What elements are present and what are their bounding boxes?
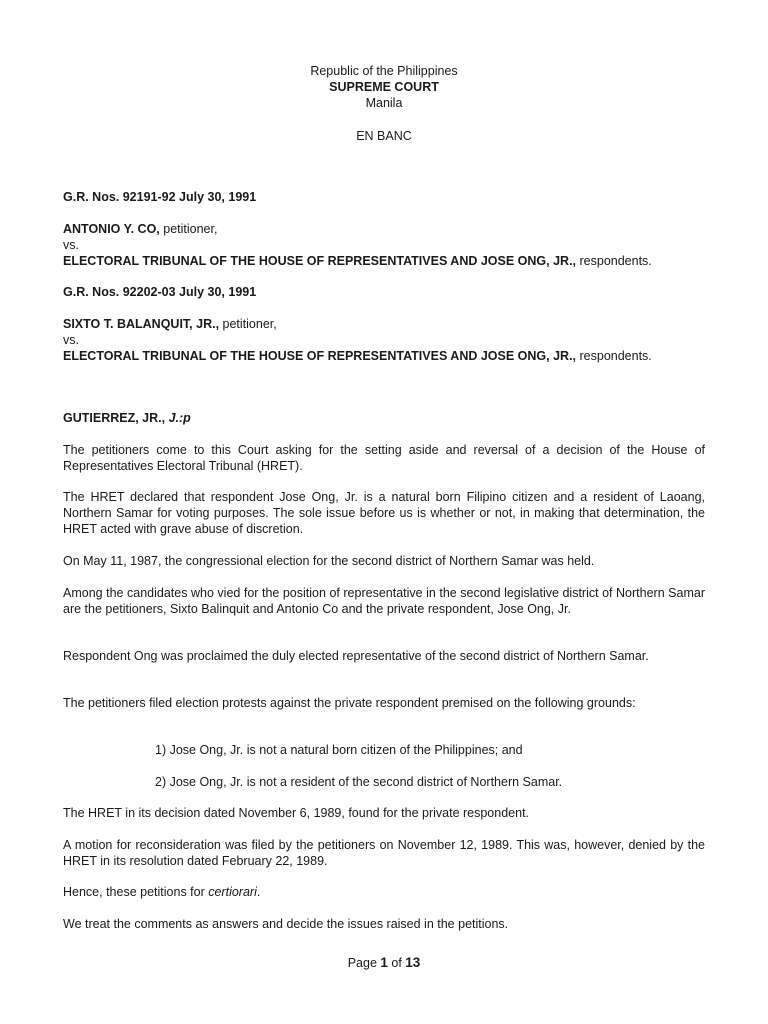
case1-petitioner-role: petitioner,: [159, 222, 218, 236]
page-total: 13: [405, 955, 421, 970]
paragraph-5: Respondent Ong was proclaimed the duly elected representative of the second district of Northern Samar.: [63, 649, 649, 663]
ponente: [63, 410, 705, 426]
paragraph-7: The HRET in its decision dated November 6, 1989, found for the private respondent.: [63, 806, 530, 820]
case2-respondent-role: respondents.: [576, 349, 652, 363]
case1-respondent-line: [63, 253, 705, 269]
division-line: [0, 128, 768, 144]
case1-respondent-name: ELECTORAL TRIBUNAL OF THE HOUSE OF REPRESENTATIVES AND JOSE ONG, JR.,: [63, 254, 577, 268]
ground-2: 2) Jose Ong, Jr. is not a resident of the second district of Northern Samar.: [155, 775, 563, 789]
case1-parties: [63, 221, 705, 269]
case2-respondent-line: [63, 348, 705, 364]
paragraph-2: The HRET declared that respondent Jose Ong, Jr. is a natural born Filipino citizen and a resident of Laoang, Northern Samar for voting purposes. The sole issue before us is whether or not, in making that determination, the HRET acted with grave abuse of discretion.: [63, 490, 705, 536]
court-header: [0, 63, 768, 111]
paragraph-4: Among the candidates who vied for the position of representative in the second legislative district of Northern Samar are the petitioners, Sixto Balinquit and Antonio Co and the private respondent, Jose Ong, Jr.: [63, 586, 705, 616]
case1-vs: vs.: [63, 238, 79, 252]
ponente-name: GUTIERREZ, JR.,: [63, 411, 166, 425]
case2-petitioner-line: [63, 316, 705, 332]
page-current: 1: [380, 955, 388, 970]
case1-gr-number: G.R. Nos. 92191-92 July 30, 1991: [63, 190, 257, 204]
city-line: Manila: [365, 96, 403, 110]
ponente-title: J.:p: [165, 411, 191, 425]
paragraph-9-end: .: [256, 885, 261, 899]
paragraph-9-italic: certiorari: [208, 885, 257, 899]
case2-gr-number: G.R. Nos. 92202-03 July 30, 1991: [63, 285, 257, 299]
of-word: of: [387, 956, 406, 970]
paragraph-8: A motion for reconsideration was filed by the petitioners on November 12, 1989. This was, however, denied by the HRET in its resolution dated February 22, 1989.: [63, 838, 705, 868]
case2-parties: [63, 316, 705, 364]
case1-petitioner-line: [63, 221, 705, 237]
paragraph-3: On May 11, 1987, the congressional election for the second district of Northern Samar was held.: [63, 554, 595, 568]
page-footer: [0, 955, 768, 971]
case2-respondent-name: ELECTORAL TRIBUNAL OF THE HOUSE OF REPRESENTATIVES AND JOSE ONG, JR.,: [63, 349, 577, 363]
case2-petitioner-name: SIXTO T. BALANQUIT, JR.,: [63, 317, 220, 331]
paragraph-10: We treat the comments as answers and decide the issues raised in the petitions.: [63, 917, 509, 931]
case1-respondent-role: respondents.: [576, 254, 652, 268]
case1-petitioner-name: ANTONIO Y. CO,: [63, 222, 160, 236]
paragraph-1: The petitioners come to this Court asking for the setting aside and reversal of a decision of the House of Representatives Electoral Tribunal (HRET).: [63, 443, 705, 473]
division-label: EN BANC: [356, 129, 412, 143]
court-name: SUPREME COURT: [329, 80, 439, 94]
page-word: Page: [347, 956, 381, 970]
case2-petitioner-role: petitioner,: [219, 317, 277, 331]
ground-1: 1) Jose Ong, Jr. is not a natural born citizen of the Philippines; and: [155, 743, 523, 757]
republic-line: Republic of the Philippines: [310, 64, 458, 78]
case2-vs: vs.: [63, 333, 79, 347]
paragraph-6: The petitioners filed election protests against the private respondent premised on the following grounds:: [63, 696, 636, 710]
paragraph-9-text: Hence, these petitions for: [63, 885, 209, 899]
paragraph-9: [63, 884, 705, 900]
